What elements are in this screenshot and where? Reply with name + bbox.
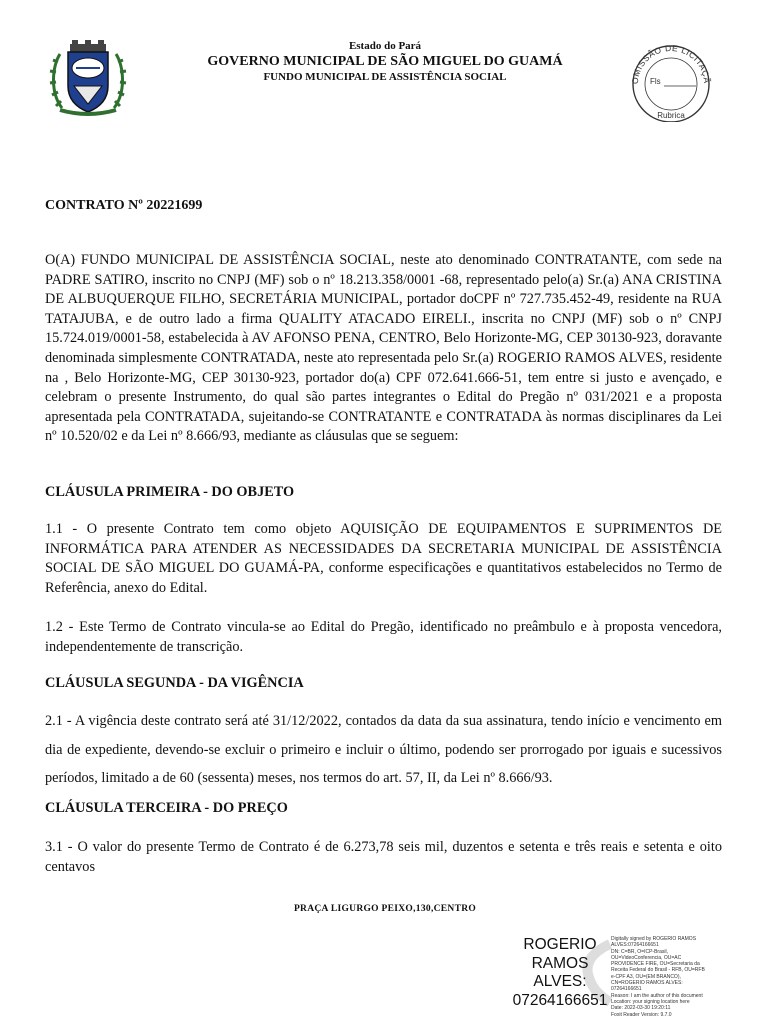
contract-title: CONTRATO Nº 20221699 — [45, 198, 203, 213]
licitation-stamp — [626, 42, 716, 122]
signature-detail-line: Receita Federal do Brasil - RFB, OU=RFB — [611, 967, 705, 974]
signature-detail-line: Foxit Reader Version: 9.7.0 — [611, 1011, 672, 1018]
signature-name-line: RAMOS — [531, 954, 589, 972]
footer-address: PRAÇA LIGURGO PEIXO,130,CENTRO — [293, 904, 477, 914]
signature-detail-line: Location: your signing location here — [611, 998, 690, 1005]
clause-2-paragraph-1: 2.1 - A vigência deste contrato será até 31/12/2022, contados da data da sua assinatura, tendo início e vencimento em dia de expediente, devendo-se excluir o primeiro e incluir o último, podendo ser prorrogado por iguais e sucessivos períodos, limitado a de 60 (sessenta) meses, nos termos do art. 57, II, da Lei nº 8.666/93. — [45, 713, 722, 786]
signature-name — [510, 936, 610, 1010]
signature-detail-line: DN: C=BR, O=ICP-Brasil, — [611, 948, 668, 955]
signature-detail-line: Reason: I am the author of this document — [611, 992, 703, 999]
signature-detail-line: OU=VideoConferencia, OU=AC — [611, 954, 682, 961]
signature-detail-line: PROVIDENCE FIRE, OU=Secretaria da — [611, 961, 700, 968]
signature-details — [611, 936, 721, 1018]
signature-detail-line: Date: 2022-03-30 19:20:11 — [611, 1005, 671, 1012]
signature-detail-line: e-CPF A3, OU=(EM BRANCO), — [611, 973, 681, 980]
stamp-text: OMISSÃO DE LICITAÇÃ — [629, 42, 713, 85]
signature-detail-line: 07264166651 — [611, 986, 642, 993]
clause-2-heading: CLÁUSULA SEGUNDA - DA VIGÊNCIA — [45, 675, 304, 691]
signature-name-line: ROGERIO — [523, 936, 597, 953]
header-state: Estado do Pará — [348, 40, 422, 52]
clause-3-heading: CLÁUSULA TERCEIRA - DO PREÇO — [45, 800, 288, 816]
clause-1-paragraph-1: 1.1 - O presente Contrato tem como objeto AQUISIÇÃO DE EQUIPAMENTOS E SUPRIMENTOS DE INFORMÁTICA PARA ATENDER AS NECESSIDADES DA SECRETARIA MUNICIPAL DE ASSISTÊNCIA SOCIAL DE SÃO MIGUEL DO GUAMÁ-PA, conforme especificações e quantitativos estabelecidos no Termo de Referência, anexo do Edital. — [45, 521, 722, 596]
signature-detail-line: CN=ROGERIO RAMOS ALVES: — [611, 980, 683, 987]
header-government: GOVERNO MUNICIPAL DE SÃO MIGUEL DO GUAMÁ — [207, 54, 563, 69]
signature-detail-line: Digitally signed by ROGERIO RAMOS — [611, 936, 697, 942]
stamp-rubrica: Rubrica — [657, 111, 685, 120]
clause-1-heading: CLÁUSULA PRIMEIRA - DO OBJETO — [45, 484, 295, 500]
stamp-fls: Fls — [650, 77, 661, 86]
clause-3-paragraph-1: 3.1 - O valor do presente Termo de Contrato é de 6.273,78 seis mil, duzentos e setenta e três reais e setenta e oito centavos — [45, 839, 722, 875]
signature-name-line: 07264166651 — [512, 991, 608, 1009]
signature-name-line: ALVES: — [533, 973, 587, 990]
svg-text:COMISSÃO DE LICITAÇÃO — [626, 42, 712, 84]
clause-1-paragraph-2: 1.2 - Este Termo de Contrato vincula-se ao Edital do Pregão, identificado no preâmbulo e à proposta vencedora, independentemente de transcrição. — [45, 619, 722, 655]
signature-detail-line: ALVES:07264166651 — [611, 942, 659, 949]
header-fund: FUNDO MUNICIPAL DE ASSISTÊNCIA SOCIAL — [263, 71, 507, 83]
intro-paragraph: O(A) FUNDO MUNICIPAL DE ASSISTÊNCIA SOCIAL, neste ato denominado CONTRATANTE, com sede na PADRE SATIRO, inscrito no CNPJ (MF) sob o nº 18.213.358/0001 -68, representado pelo(a) Sr.(a) ANA CRISTINA DE ALBUQUERQUE FILHO, SECRETÁRIA MUNICIPAL, portador doCPF nº 727.735.452-49, residente na RUA TATAJUBA, e de outro lado a firma QUALITY ATACADO EIRELI., inscrita no CNPJ (MF) sob o nº CNPJ 15.724.019/0001-58, estabelecida à AV AFONSO PENA, CENTRO, Belo Horizonte-MG, CEP 30130-923, doravante denominada simplesmente CONTRATADA, neste ato representada pelo Sr.(a) ROGERIO RAMOS ALVES, residente na , Belo Horizonte-MG, CEP 30130-923, portador do(a) CPF 072.641.666-51, tem entre si justo e avençado, e celebram o presente Instrumento, do qual são partes integrantes o Edital do Pregão nº 031/2021 e a proposta apresentada pela CONTRATADA, sujeitando-se CONTRATANTE e CONTRATADA às normas disciplinares da Lei nº 10.520/02 e da Lei nº 8.666/93, mediante as cláusulas que se seguem: — [45, 252, 722, 445]
